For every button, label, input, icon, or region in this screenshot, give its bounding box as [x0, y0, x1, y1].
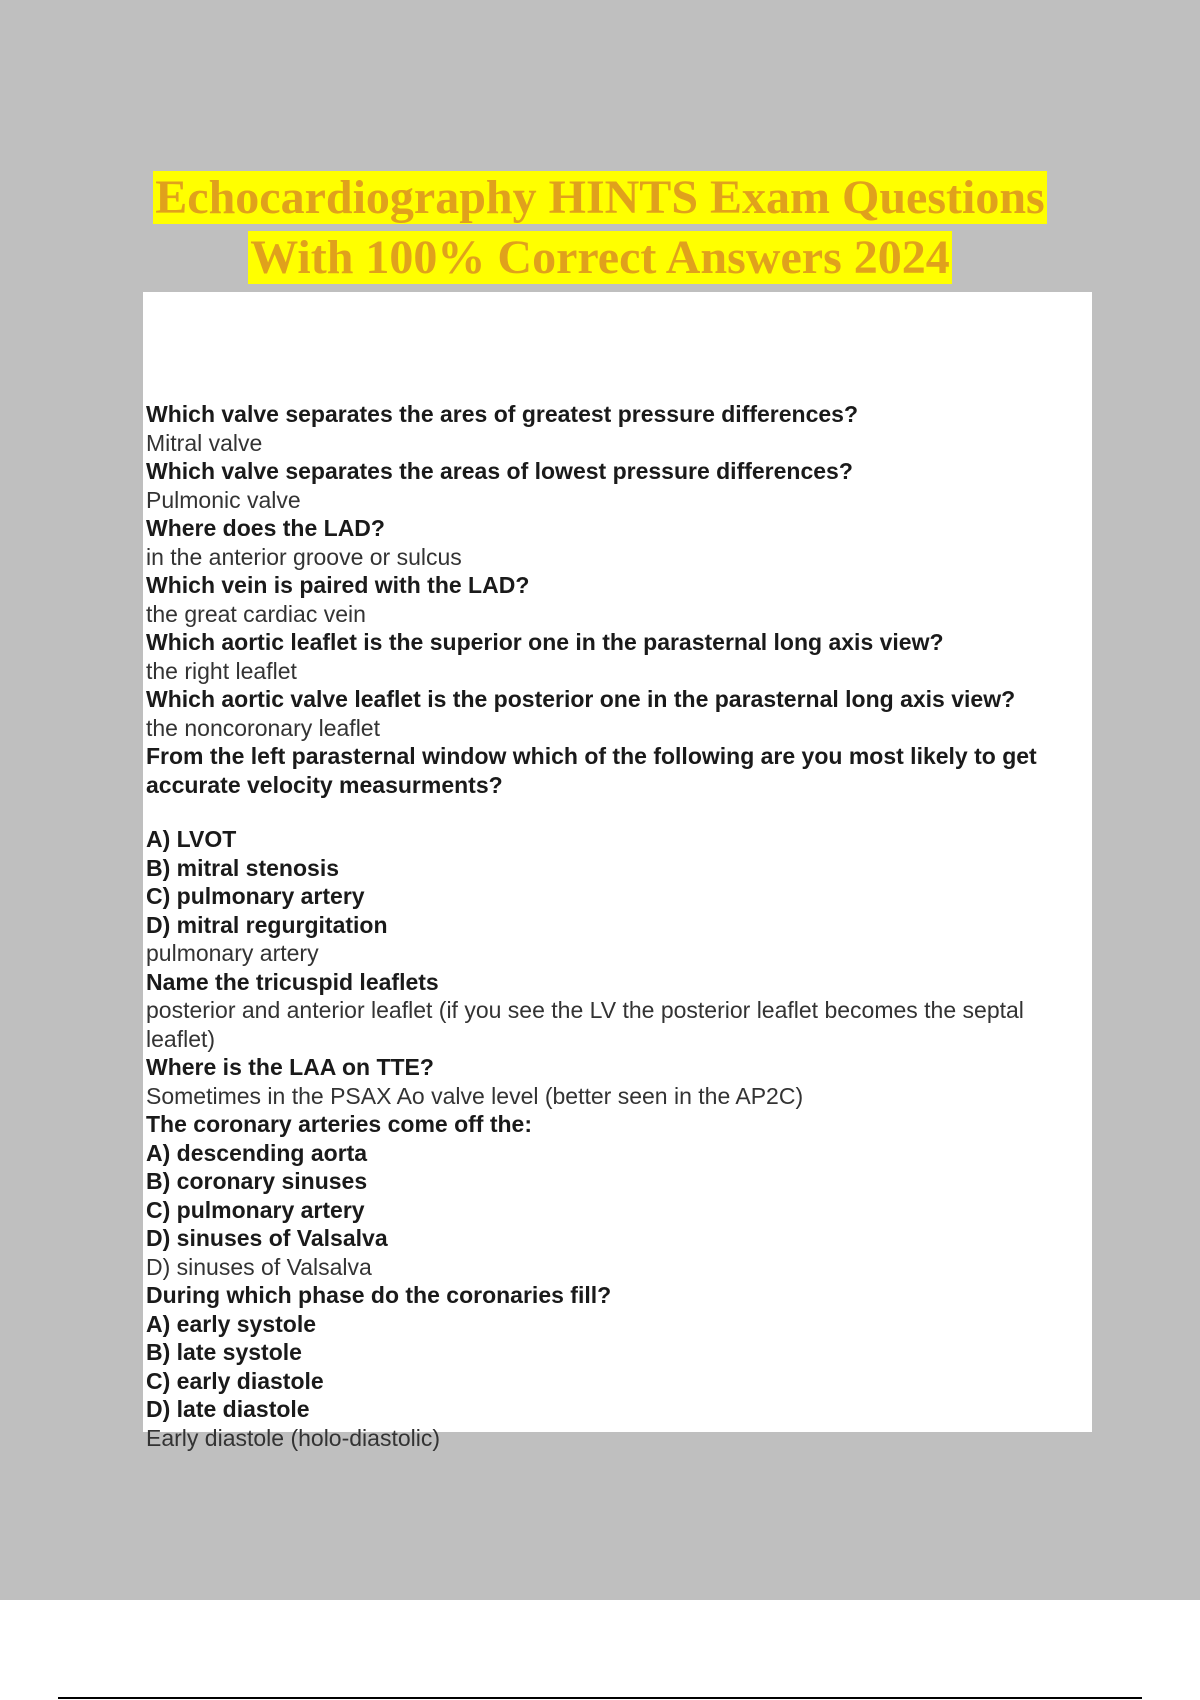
spacer: [146, 799, 1091, 825]
question-line: A) descending aorta: [146, 1139, 368, 1166]
question-line: D) mitral regurgitation: [146, 911, 388, 938]
question-line: The coronary arteries come off the:: [146, 1111, 532, 1137]
title-line-2: With 100% Correct Answers 2024: [250, 231, 950, 284]
question-line: C) early diastole: [146, 1367, 324, 1394]
qa-list: [146, 400, 1091, 1452]
question-line: Which valve separates the areas of lowest pressure differences?: [146, 458, 853, 484]
question-line: B) late systole: [146, 1339, 302, 1365]
question-line: Name the tricuspid leaflets: [146, 968, 439, 995]
question-line: Which aortic leaflet is the superior one in the parasternal long axis view?: [146, 629, 944, 655]
answer-line: the noncoronary leaflet: [146, 714, 380, 741]
answer-line: in the anterior groove or sulcus: [146, 543, 462, 570]
answer-line: the right leaflet: [146, 657, 297, 684]
question-line: Where does the LAD?: [146, 515, 385, 541]
question-line: Which valve separates the ares of greatest pressure differences?: [146, 401, 859, 427]
answer-line: posterior and anterior leaflet (if you see the LV the posterior leaflet becomes the septal leaflet): [146, 997, 1024, 1052]
answer-line: pulmonary artery: [146, 940, 319, 966]
question-line: A) LVOT: [146, 826, 237, 852]
document-title: [0, 168, 1200, 288]
answer-line: Mitral valve: [146, 429, 263, 456]
question-line: A) early systole: [146, 1310, 317, 1337]
title-line-1: Echocardiography HINTS Exam Questions: [155, 171, 1045, 224]
answer-line: Sometimes in the PSAX Ao valve level (better seen in the AP2C): [146, 1082, 804, 1109]
question-line: D) sinuses of Valsalva: [146, 1225, 388, 1251]
question-line: B) coronary sinuses: [146, 1168, 368, 1194]
answer-line: Early diastole (holo-diastolic): [146, 1424, 441, 1451]
answer-line: D) sinuses of Valsalva: [146, 1253, 372, 1280]
answer-line: the great cardiac vein: [146, 600, 366, 627]
question-line: C) pulmonary artery: [146, 1196, 365, 1223]
question-line: Which aortic valve leaflet is the posterior one in the parasternal long axis view?: [146, 686, 1016, 712]
question-line: D) late diastole: [146, 1396, 310, 1422]
question-line: From the left parasternal window which of the following are you most likely to get accurate velocity measurments?: [146, 743, 1037, 798]
question-line: C) pulmonary artery: [146, 883, 365, 909]
answer-line: Pulmonic valve: [146, 486, 301, 513]
footer-rule: [58, 1697, 1142, 1699]
content-panel: [143, 292, 1092, 1451]
question-line: B) mitral stenosis: [146, 854, 339, 881]
question-line: During which phase do the coronaries fill?: [146, 1282, 612, 1308]
question-line: Where is the LAA on TTE?: [146, 1054, 434, 1080]
question-line: Which vein is paired with the LAD?: [146, 572, 530, 598]
